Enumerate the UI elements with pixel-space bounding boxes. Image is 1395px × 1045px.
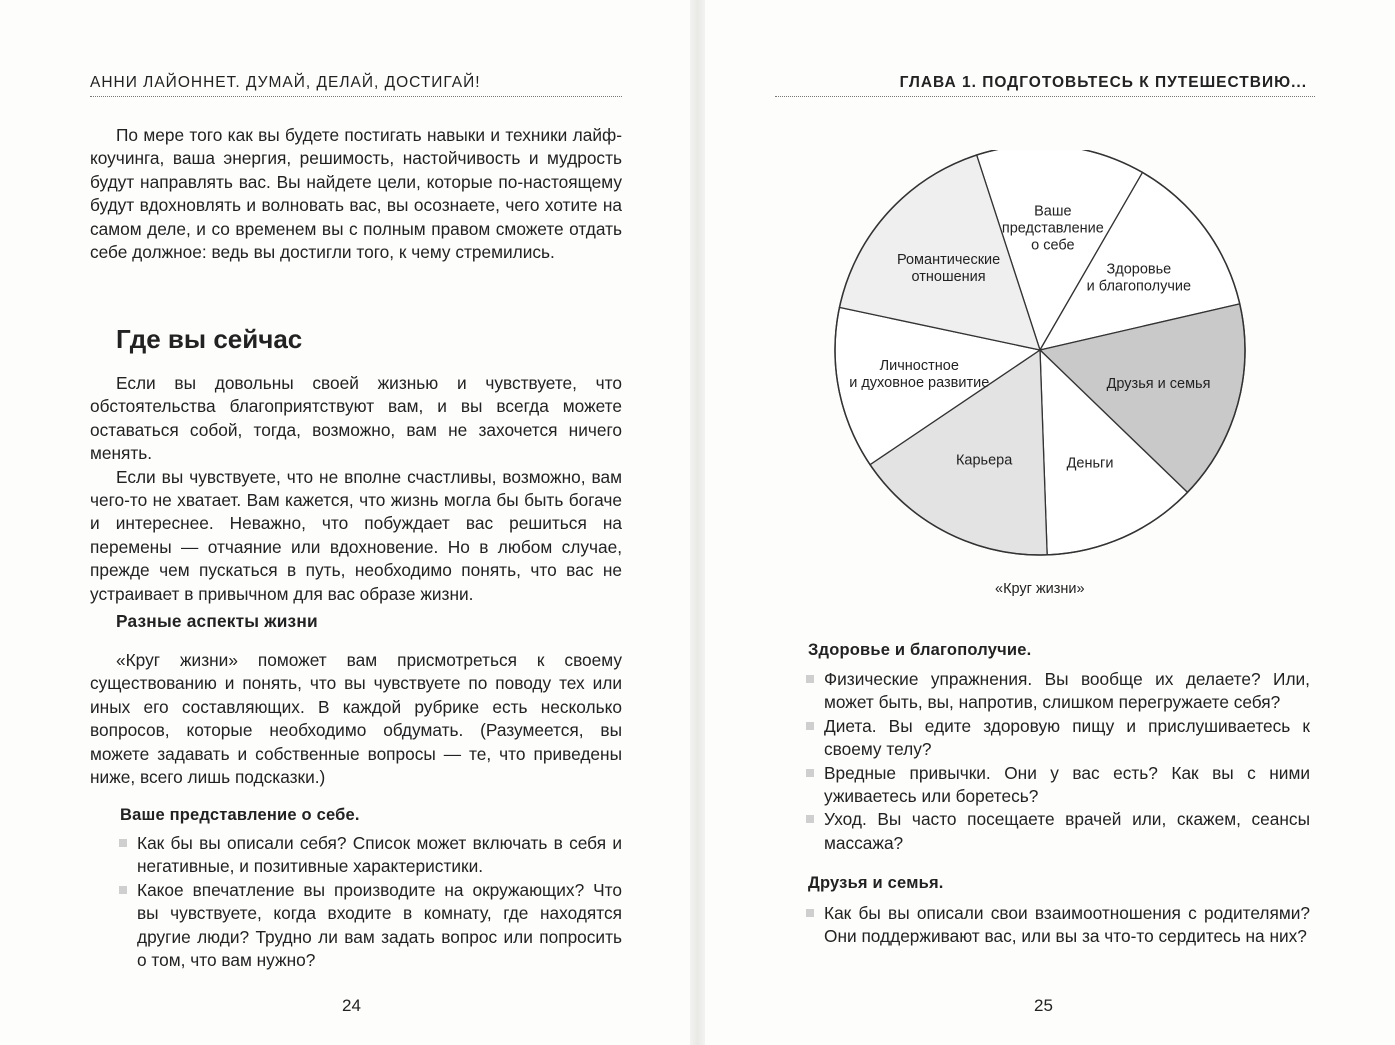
bullet-list-health [802, 668, 1310, 855]
header-rule [775, 96, 1315, 97]
slice-label: Здоровье и благополучие [1086, 261, 1192, 295]
book-gutter [690, 0, 705, 1045]
body-paragraphs [90, 372, 622, 606]
body-paragraph: Если вы довольны своей жизнью и чувствуете, что обстоятельства благоприятствуют вам, и вы всегда можете оставаться собой, тогда, возможно, вам не захочется ничего менять. [90, 373, 622, 464]
running-head: АННИ ЛАЙОННЕТ. ДУМАЙ, ДЕЛАЙ, ДОСТИГАЙ! [90, 74, 481, 91]
section-title-family: Друзья и семья. [808, 874, 944, 892]
intro-paragraph: По мере того как вы будете постигать навыки и техники лайф-коучинга, ваша энергия, решимость, настойчивость и мудрость будут направлять вас. Вы найдете цели, которые по-настоящему будут вдохновлять и волновать вас, вы осознаете, чего хотите на самом деле, и со временем вы с полным правом сможете отдать себе должное: ведь вы достигли того, к чему стремились. [90, 125, 622, 263]
slice-label: Деньги [1066, 455, 1114, 472]
slice-label: Личностное и духовное развитие [849, 357, 990, 391]
right-page [705, 0, 1395, 1045]
intro-paragraph-block [90, 124, 622, 264]
slice-label: Романтические отношения [896, 252, 1001, 286]
bullet-list [115, 832, 622, 972]
slice-label: Карьера [955, 452, 1013, 469]
section-heading: Где вы сейчас [116, 324, 303, 354]
bullet-list-family [802, 902, 1310, 949]
subheading: Разные аспекты жизни [116, 611, 318, 631]
page-number: 24 [342, 996, 361, 1015]
left-page [0, 0, 690, 1045]
body-paragraph: «Круг жизни» поможет вам присмотреться к своему существованию и понять, что вы чувствуете по поводу тех или иных его составляющих. В каждой рубрике есть несколько вопросов, которые необходимо обдумать. (Разумеется, вы можете задавать и собственные вопросы — те, что приведены ниже, всего лишь подсказки.) [90, 650, 622, 788]
section-title: Ваше представление о себе. [120, 806, 360, 824]
list-item: Как бы вы описали свои взаимоотношения с родителями? Они поддерживают вас, или вы за что-то сердитесь на них? [802, 902, 1310, 949]
slice-label: Ваше представление о себе [1001, 203, 1104, 254]
list-item: Как бы вы описали себя? Список может включать в себя и негативные, и позитивные характеристики. [115, 832, 622, 879]
section-title-health: Здоровье и благополучие. [808, 641, 1032, 659]
body-paragraph: Если вы чувствуете, что не вполне счастливы, возможно, вам чего-то не хватает. Вам кажется, что жизнь могла бы быть богаче и интереснее. Неважно, что побуждает вас решиться на перемены — отчаяние или вдохновение. Но в любом случае, прежде чем пускаться в путь, необходимо понять, что вас не устраивает в привычном для вас образе жизни. [90, 466, 622, 604]
slice-label: Друзья и семья [1106, 375, 1211, 392]
life-circle-pie-chart [830, 150, 1250, 560]
chart-caption: «Круг жизни» [995, 581, 1085, 597]
running-head: ГЛАВА 1. ПОДГОТОВЬТЕСЬ К ПУТЕШЕСТВИЮ... [899, 74, 1307, 91]
list-item: Вредные привычки. Они у вас есть? Как вы с ними уживаетесь или боретесь? [802, 762, 1310, 809]
list-item: Физические упражнения. Вы вообще их делаете? Или, может быть, вы, напротив, слишком перегружаете себя? [802, 668, 1310, 715]
aspects-paragraph-block [90, 649, 622, 789]
list-item: Диета. Вы едите здоровую пищу и прислушиваетесь к своему телу? [802, 715, 1310, 762]
list-item: Уход. Вы часто посещаете врачей или, скажем, сеансы массажа? [802, 808, 1310, 855]
page-number: 25 [1034, 996, 1053, 1015]
list-item: Какое впечатление вы производите на окружающих? Что вы чувствуете, когда входите в комнату, где находятся другие люди? Трудно ли вам задать вопрос или попросить о том, что вам нужно? [115, 879, 622, 973]
header-rule [90, 96, 622, 97]
